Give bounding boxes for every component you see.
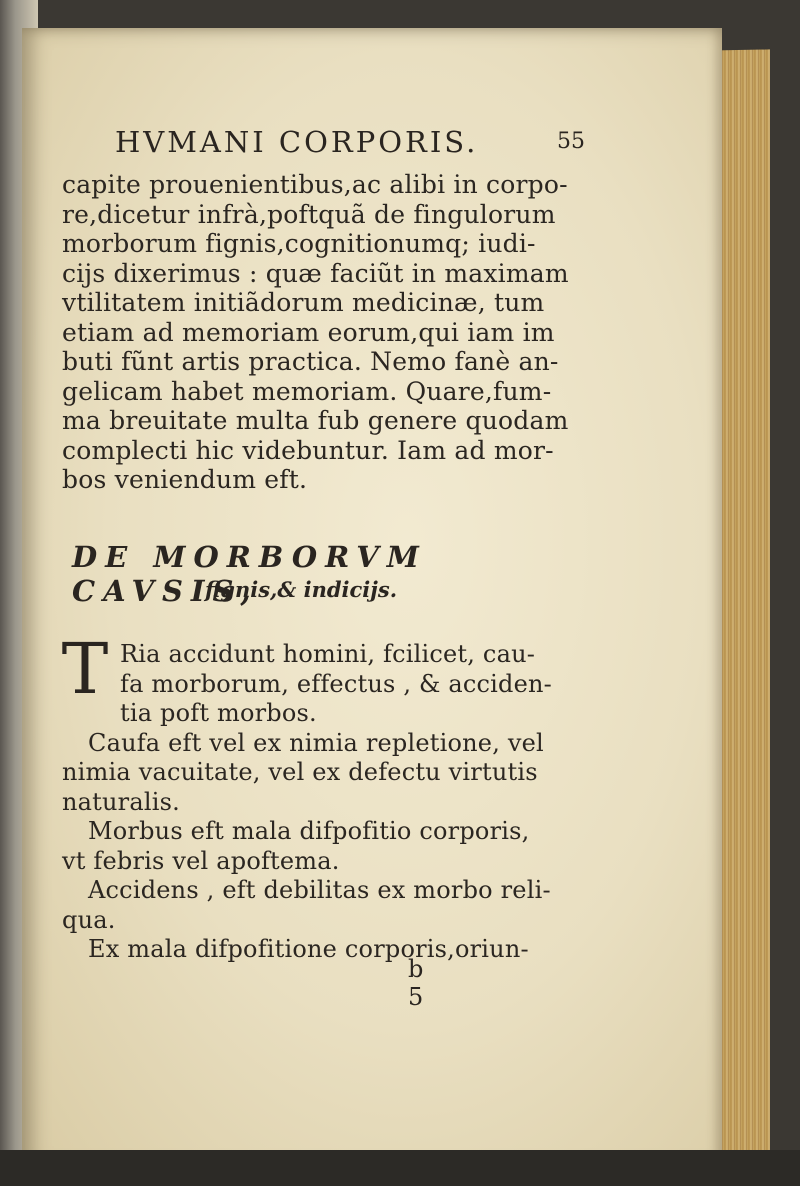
body-text — [62, 170, 582, 495]
text-line: gelicam habet memoriam. Quare,fum- — [62, 376, 552, 406]
text-line: vtilitatem initiãdorum medicinæ, tum — [62, 288, 545, 317]
text-line: vt febris vel apoftema. — [62, 846, 340, 875]
text-line: cijs dixerimus : quæ faciũt in maximam — [62, 258, 569, 288]
text-line: complecti hic videbuntur. Iam ad mor- — [62, 435, 554, 465]
text-line: ma breuitate multa fub genere quodam — [62, 406, 569, 435]
text-line: bos veniendum eft. — [62, 465, 308, 494]
running-header — [115, 125, 585, 169]
text-line: buti fũnt artis practica. Nemo fanè an- — [62, 347, 559, 376]
drop-cap: T — [61, 628, 109, 710]
text-line: nimia vacuitate, vel ex defectu virtutis — [62, 758, 538, 786]
header-title: HVMANI CORPORIS. — [115, 125, 479, 159]
text-line: naturalis. — [62, 787, 180, 816]
section-title: DE MORBORVM CAVSIS, — [72, 540, 427, 608]
text-line: re,dicetur infrà,poftquã de fingulorum — [62, 199, 556, 229]
text-line: Morbus eft mala difpofitio corporis, — [88, 817, 530, 845]
text-line: Ria accidunt homini, fcilicet, cau- — [120, 640, 536, 668]
text-line: capite prouenientibus,ac alibi in corpo- — [62, 170, 568, 199]
section-subtitle: fignis,& indicijs. — [205, 577, 398, 602]
signature-mark: b 5 — [408, 955, 434, 1011]
text-line: qua. — [62, 905, 116, 934]
text-line: Ex mala difpofitione corporis,oriun- — [88, 935, 529, 963]
text-line: Accidens , eft debilitas ex morbo reli- — [88, 876, 551, 904]
background-shadow — [0, 1150, 800, 1186]
section-text — [61, 628, 582, 965]
page-number: 55 — [557, 129, 585, 154]
text-line: tia poft morbos. — [120, 699, 317, 727]
text-line: morborum fignis,cognitionumq; iudi- — [62, 229, 536, 258]
text-line: Caufa eft vel ex nimia repletione, vel — [88, 728, 544, 757]
text-line: etiam ad memoriam eorum,qui iam im — [62, 317, 555, 347]
text-line: fa morborum, effectus , & acciden- — [120, 669, 552, 698]
